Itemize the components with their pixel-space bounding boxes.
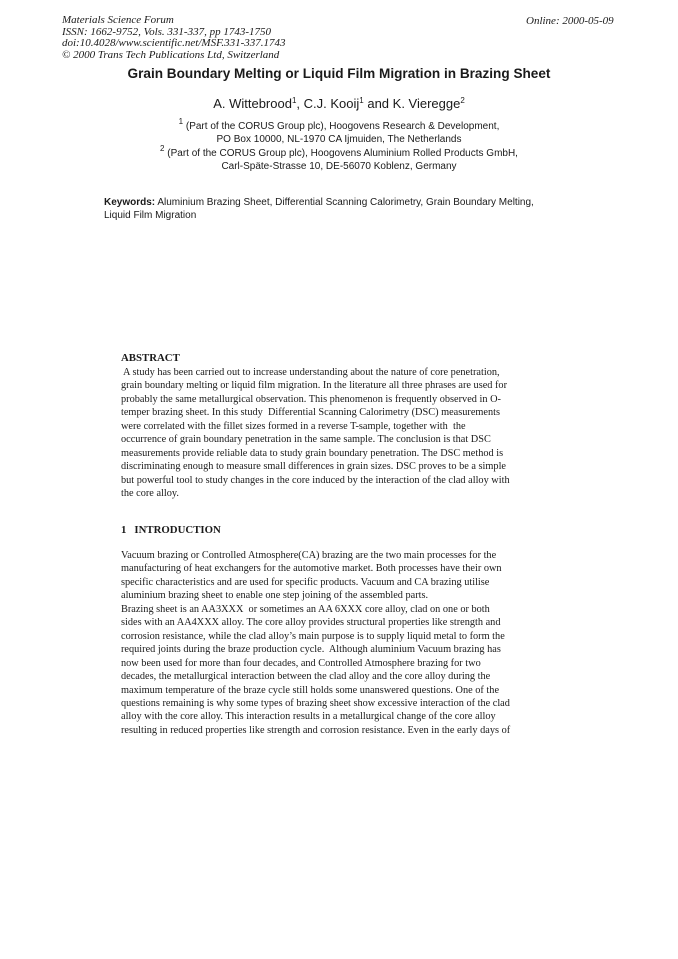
author-affiliation-mark: 1 <box>291 96 297 105</box>
author-separator: , <box>296 96 304 111</box>
journal-metadata <box>62 15 286 61</box>
keywords-label: Keywords: <box>104 197 156 208</box>
introduction-line: resulting in reduced properties like strength and corrosion resistance. Even in the early days of <box>121 724 511 736</box>
introduction-line: specific characteristics and are used for specific products. Vacuum and CA brazing utilise <box>121 576 490 588</box>
keywords <box>104 196 574 222</box>
doi-line[interactable]: doi:10.4028/www.scientific.net/MSF.331-337.1743 <box>62 37 286 50</box>
author-list <box>0 96 678 111</box>
introduction-line: now been used for more than four decades, and Controlled Atmosphere brazing for two <box>121 657 481 669</box>
section-title: INTRODUCTION <box>134 524 221 536</box>
section-number: 1 <box>121 524 127 536</box>
introduction-line: required joints during the braze production cycle. Although aluminium Vacuum brazing has <box>121 644 501 656</box>
affiliation-line: $^1$ (Part of the CORUS Group plc), Hoogovens Research & Development, <box>178 117 500 132</box>
abstract-line: occurrence of grain boundary penetration in the same sample. The conclusion is that DSC <box>121 434 491 446</box>
author-name: K. Vieregge <box>392 96 461 111</box>
introduction-line: decades, the metallurgical interaction between the clad alloy and the core alloy during the <box>121 671 491 683</box>
introduction-line: Brazing sheet is an AA3XXX or sometimes an AA 6XXX core alloy, clad on one or both <box>121 603 490 615</box>
introduction-line: sides with an AA4XXX alloy. The core alloy provides structural properties like strength and <box>121 617 501 629</box>
introduction-line: aluminium brazing sheet to enable one step joining of the assembled parts. <box>121 590 429 602</box>
introduction-line: corrosion resistance, while the clad alloy’s main purpose is to supply liquid metal to form the <box>121 630 505 642</box>
affiliation-line: Carl-Späte-Strasse 10, DE-56070 Koblenz, Germany <box>221 161 457 173</box>
keywords-line: Keywords: Aluminium Brazing Sheet, Differential Scanning Calorimetry, Grain Boundary Melting, <box>104 197 534 208</box>
affiliation-1 <box>0 117 678 147</box>
author-separator: and <box>363 96 393 111</box>
introduction-heading <box>121 524 229 536</box>
author-name: A. Wittebrood <box>213 96 292 111</box>
introduction-line: maximum temperature of the braze cycle still holds some unanswered questions. One of the <box>121 684 500 696</box>
affiliation-mark: 1 <box>178 117 184 126</box>
author-name: C.J. Kooij <box>303 96 360 111</box>
abstract-line: probably the same metallurgical observation. This phenomenon is frequently observed in O- <box>121 393 501 405</box>
abstract-line: grain boundary melting or liquid film migration. In the literature all three phrases are used for <box>121 380 508 392</box>
introduction-line: Vacuum brazing or Controlled Atmosphere(CA) brazing are the two main processes for the <box>121 550 497 561</box>
copyright-line: © 2000 Trans Tech Publications Ltd, Switzerland <box>62 48 280 61</box>
abstract-line: A study has been carried out to increase understanding about the nature of core penetration, <box>121 367 500 378</box>
abstract-line: were correlated with the fillet sizes formed in a reverse T-sample, together with the <box>121 420 466 432</box>
introduction-body <box>121 549 510 737</box>
abstract-line: measurements provide reliable data to study grain boundary penetration. The DSC method is <box>121 447 504 459</box>
abstract-line: the core alloy. <box>121 488 179 500</box>
keywords-line: Liquid Film Migration <box>104 210 197 221</box>
affiliation-line: $^2$ (Part of the CORUS Group plc), Hoogovens Aluminium Rolled Products GmbH, <box>160 144 518 159</box>
journal-name: Materials Science Forum <box>62 14 174 26</box>
affiliation-mark: 2 <box>160 144 165 153</box>
affiliation-line: PO Box 10000, NL-1970 CA Ijmuiden, The Netherlands <box>216 134 462 146</box>
introduction-line: questions remaining is why some types of brazing sheet show excessive interaction of the clad <box>121 697 510 709</box>
abstract-line: discriminating enough to measure small differences in grain sizes. DSC proves to be a simple <box>121 461 506 473</box>
issn-line: ISSN: 1662-9752, Vols. 331-337, pp 1743-1750 <box>62 25 271 38</box>
online-date: Online: 2000-05-09 <box>526 15 614 27</box>
introduction-line: manufacturing of heat exchangers for the automotive market. Both processes have their own <box>121 563 502 575</box>
abstract-heading: ABSTRACT <box>121 352 180 364</box>
author-affiliation-mark: 2 <box>460 96 465 105</box>
abstract-line: but powerful tool to study changes in the core induced by the interaction of the clad alloy with <box>121 474 510 486</box>
abstract-line: temper brazing sheet. In this study Differential Scanning Calorimetry (DSC) measurements <box>121 407 500 419</box>
affiliation-2 <box>0 144 678 174</box>
author-affiliation-mark: 1 <box>359 96 364 105</box>
abstract-body <box>121 366 510 501</box>
introduction-line: alloy with the core alloy. This interaction results in a metallurgical change of the core alloy <box>121 711 496 723</box>
paper-title: Grain Boundary Melting or Liquid Film Migration in Brazing Sheet <box>127 66 551 81</box>
